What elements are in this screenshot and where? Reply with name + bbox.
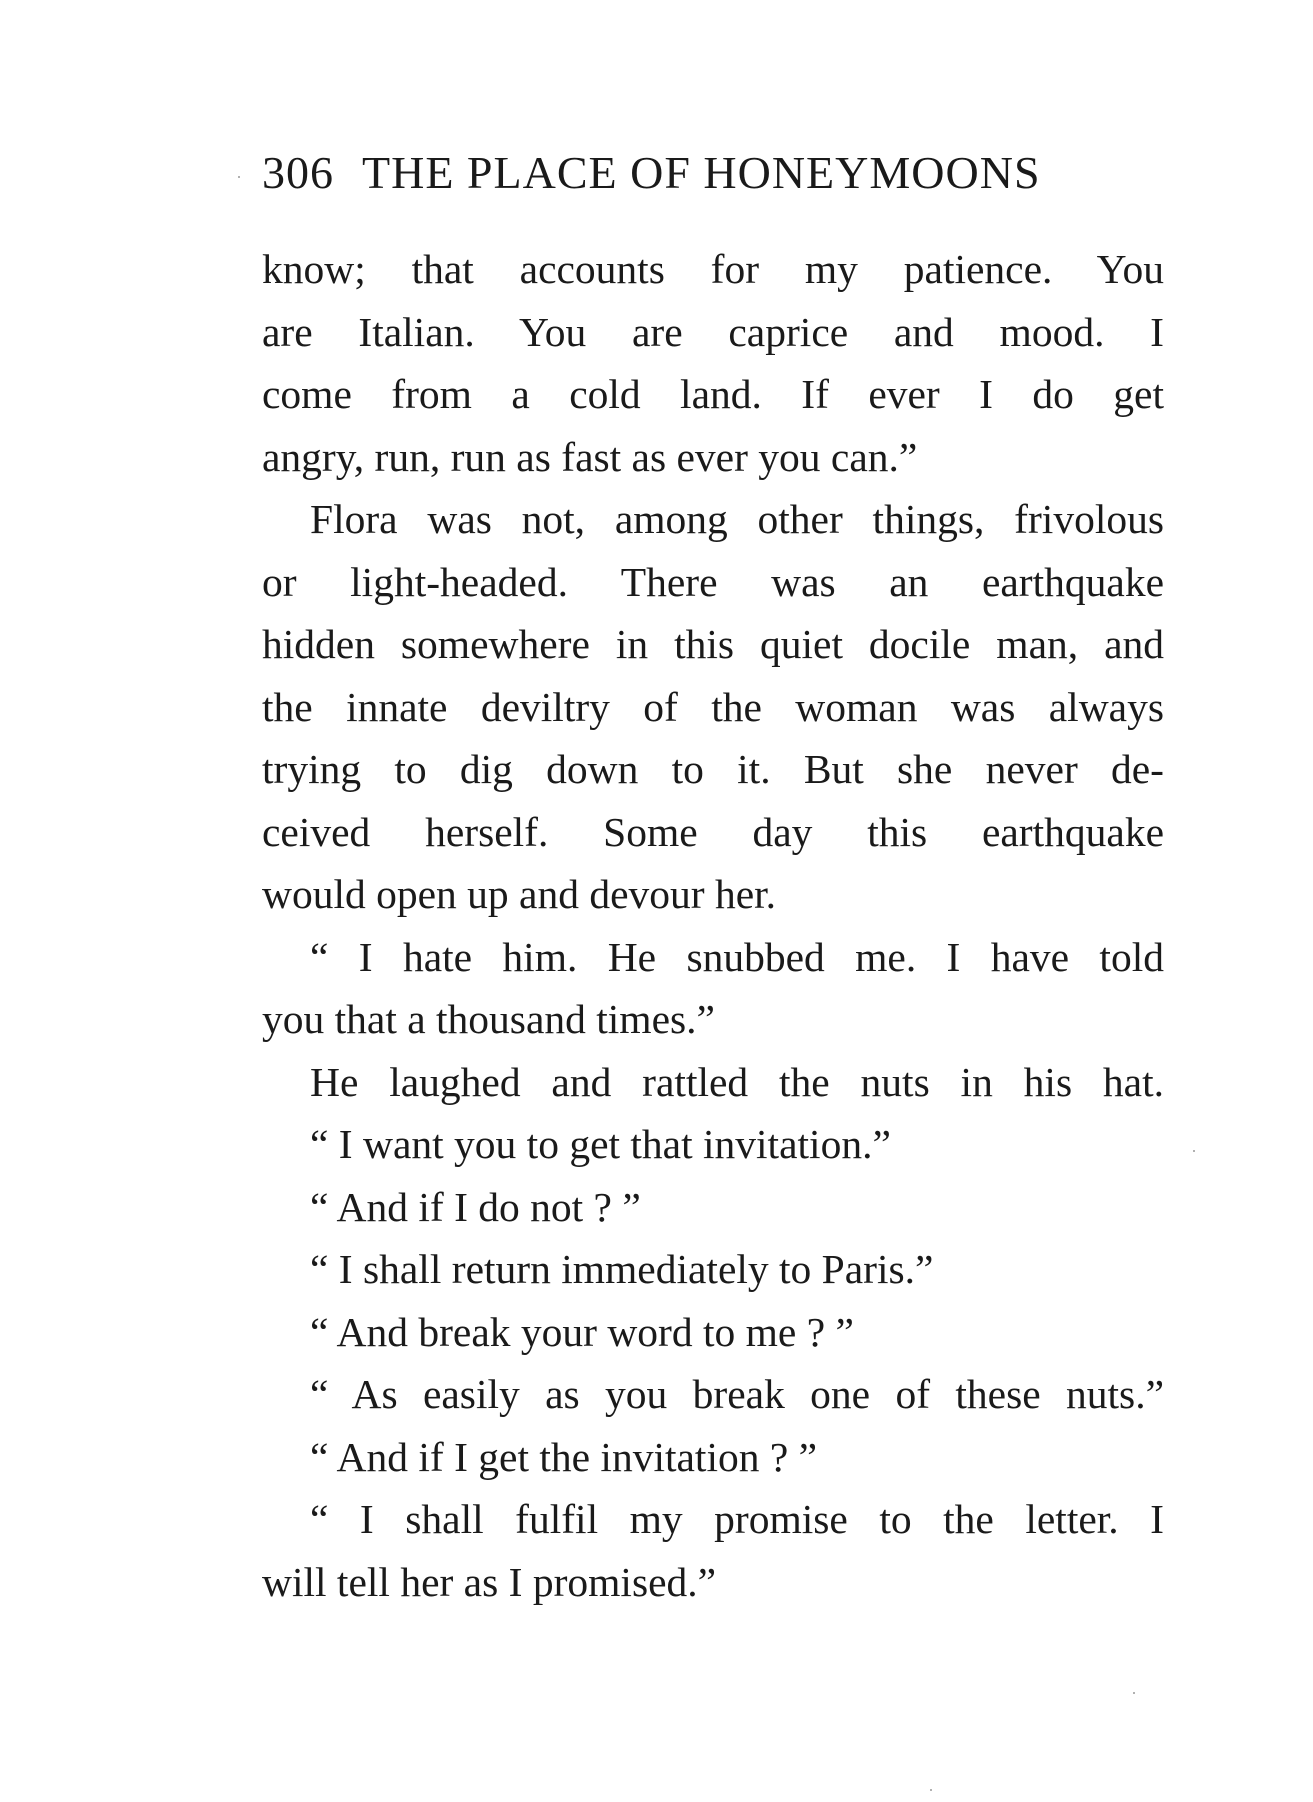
scan-speck (1133, 1692, 1135, 1694)
text-line: would open up and devour her. (262, 871, 777, 917)
text-line: “ As easily as you break one of these nuts.” (310, 1371, 1164, 1417)
text-line: “ And if I get the invitation ? ” (310, 1433, 818, 1480)
text-line: will tell her as I promised.” (262, 1558, 717, 1605)
text-line: or light-headed. There was an earthquake (262, 558, 1164, 605)
page-number: 306 (262, 147, 334, 198)
text-line: are Italian. You are caprice and mood. I (262, 308, 1164, 355)
text-line: “ I shall return immediately to Paris.” (310, 1246, 934, 1292)
text-line: Flora was not, among other things, frivolous (310, 496, 1164, 542)
text-line: you that a thousand times.” (262, 996, 715, 1042)
scan-speck (1193, 1150, 1195, 1152)
scan-speck (930, 1789, 932, 1791)
text-line: “ And if I do not ? ” (310, 1183, 641, 1230)
body-text (262, 238, 1164, 1613)
running-title: THE PLACE OF HONEYMOONS (362, 147, 1041, 198)
text-line: He laughed and rattled the nuts in his hat. (310, 1058, 1164, 1105)
running-head (262, 145, 1162, 201)
text-line: “ I hate him. He snubbed me. I have told (310, 933, 1164, 980)
text-line: hidden somewhere in this quiet docile man, and (262, 621, 1164, 667)
text-line: trying to dig down to it. But she never de- (262, 746, 1164, 792)
text-line: come from a cold land. If ever I do get (262, 371, 1164, 417)
text-line: “ And break your word to me ? ” (310, 1308, 854, 1355)
text-line: “ I shall fulfil my promise to the letter. I (310, 1496, 1164, 1542)
text-line: “ I want you to get that invitation.” (310, 1121, 891, 1167)
text-line: ceived herself. Some day this earthquake (262, 808, 1164, 855)
text-line: the innate deviltry of the woman was always (262, 683, 1164, 730)
scan-speck (238, 176, 240, 178)
text-line: know; that accounts for my patience. You (262, 246, 1164, 292)
text-line: angry, run, run as fast as ever you can.” (262, 433, 918, 480)
